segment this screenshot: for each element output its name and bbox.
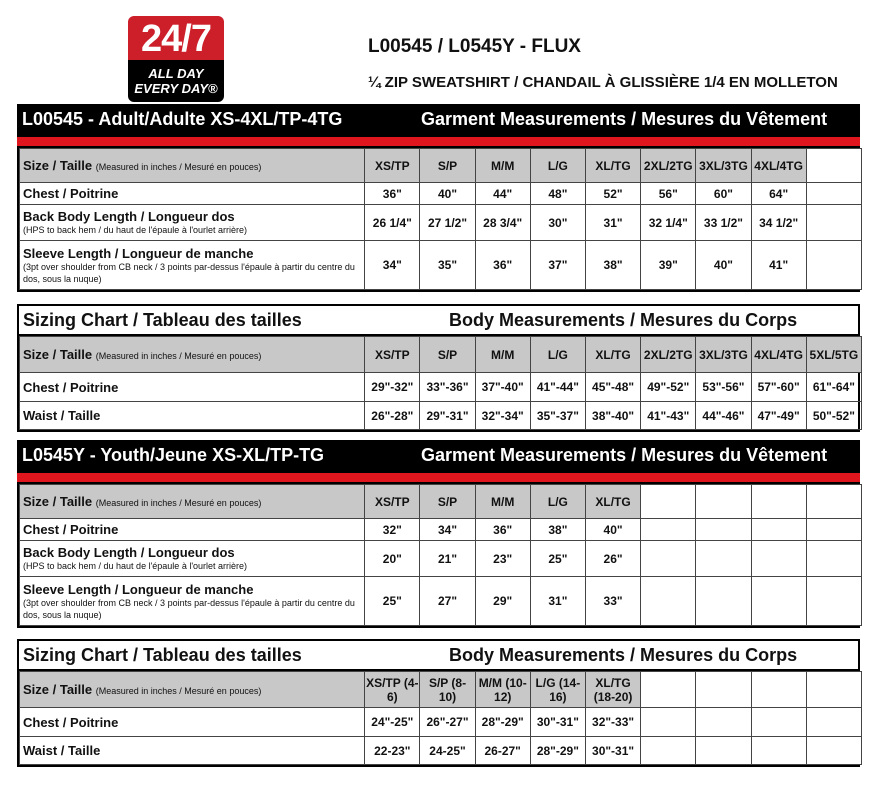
table-cell: 26-27" bbox=[475, 737, 530, 765]
row-label bbox=[20, 485, 365, 519]
table-cell: 34 1/2" bbox=[751, 205, 806, 241]
table-cell: 27 1/2" bbox=[420, 205, 475, 241]
table-cell: 34" bbox=[420, 519, 475, 541]
row-label-text: Size / Taille bbox=[23, 347, 93, 362]
table-cell: 30"-31" bbox=[530, 708, 585, 737]
table-cell bbox=[806, 183, 861, 205]
red-stripe bbox=[17, 473, 860, 482]
row-label-text: Sleeve Length / Longueur de manche bbox=[23, 581, 254, 597]
row-label bbox=[20, 519, 365, 541]
table-cell bbox=[696, 672, 751, 708]
table-cell: 20" bbox=[365, 541, 420, 577]
table-cell: 27" bbox=[420, 577, 475, 626]
section-subtitle: Body Measurements / Mesures du Corps bbox=[449, 645, 798, 665]
table-cell: 21" bbox=[420, 541, 475, 577]
table-cell: 31" bbox=[585, 205, 640, 241]
row-label-text: Waist / Taille bbox=[23, 408, 101, 423]
table-row bbox=[20, 485, 862, 519]
table-cell: 38"-40" bbox=[585, 402, 640, 430]
table-cell: 40" bbox=[585, 519, 640, 541]
table-cell: M/M bbox=[475, 337, 530, 373]
row-label-text: Size / Taille bbox=[23, 158, 93, 173]
logo-tagline bbox=[128, 60, 224, 102]
table-cell: 31" bbox=[530, 577, 585, 626]
table-cell: 4XL/4TG bbox=[751, 337, 806, 373]
table-cell: 36" bbox=[475, 519, 530, 541]
section-header bbox=[17, 440, 860, 473]
row-label-note: (Measured in inches / Mesuré en pouces) bbox=[95, 498, 262, 508]
table-cell: 36" bbox=[475, 241, 530, 290]
table-cell bbox=[641, 541, 696, 577]
table-cell: 33"-36" bbox=[420, 373, 475, 402]
table-cell: 26"-28" bbox=[365, 402, 420, 430]
red-stripe bbox=[17, 137, 860, 146]
table-cell bbox=[806, 672, 861, 708]
table-cell bbox=[751, 708, 806, 737]
table-cell: 52" bbox=[585, 183, 640, 205]
table-cell: 2XL/2TG bbox=[641, 149, 696, 183]
row-label bbox=[20, 241, 365, 290]
table-cell: 26"-27" bbox=[420, 708, 475, 737]
row-label bbox=[20, 149, 365, 183]
table-cell: XS/TP bbox=[365, 337, 420, 373]
table-cell: 40" bbox=[420, 183, 475, 205]
table-cell: L/G bbox=[530, 485, 585, 519]
table-cell: 32"-34" bbox=[475, 402, 530, 430]
table-cell: 25" bbox=[365, 577, 420, 626]
table-cell: 37"-40" bbox=[475, 373, 530, 402]
brand-logo bbox=[128, 16, 224, 102]
table-cell bbox=[641, 672, 696, 708]
table-cell: 53"-56" bbox=[696, 373, 751, 402]
table-cell: 5XL/5TG bbox=[806, 337, 861, 373]
table-cell: 39" bbox=[641, 241, 696, 290]
table-cell bbox=[806, 241, 861, 290]
row-label-text: Size / Taille bbox=[23, 494, 93, 509]
table-cell bbox=[806, 149, 861, 183]
table-cell: 40" bbox=[696, 241, 751, 290]
table-row bbox=[20, 402, 862, 430]
table-cell: 29" bbox=[475, 577, 530, 626]
table-row bbox=[20, 672, 862, 708]
table-cell: 41"-43" bbox=[641, 402, 696, 430]
table-cell: XL/TG bbox=[585, 337, 640, 373]
table-row bbox=[20, 337, 862, 373]
table-cell: 29"-31" bbox=[420, 402, 475, 430]
table-cell: 35" bbox=[420, 241, 475, 290]
logo-line1: ALL DAY bbox=[148, 66, 204, 81]
table-row bbox=[20, 205, 862, 241]
row-label-text: Size / Taille bbox=[23, 682, 93, 697]
page-title: L00545 / L0545Y - FLUX bbox=[368, 36, 581, 57]
measurement-table bbox=[19, 148, 862, 290]
table-cell: 26 1/4" bbox=[365, 205, 420, 241]
section-title: L00545 - Adult/Adulte XS-4XL/TP-4TG bbox=[22, 109, 343, 129]
table-cell bbox=[751, 672, 806, 708]
table-cell: 33" bbox=[585, 577, 640, 626]
table-cell: 47"-49" bbox=[751, 402, 806, 430]
table-cell: 35"-37" bbox=[530, 402, 585, 430]
table-cell: 2XL/2TG bbox=[641, 337, 696, 373]
table-cell: M/M bbox=[475, 485, 530, 519]
row-label-note: (Measured in inches / Mesuré en pouces) bbox=[95, 162, 262, 172]
table-cell: 57"-60" bbox=[751, 373, 806, 402]
row-label bbox=[20, 708, 365, 737]
table-cell bbox=[806, 708, 861, 737]
section-subtitle: Garment Measurements / Mesures du Vêtement bbox=[421, 109, 828, 129]
row-label-text: Back Body Length / Longueur dos bbox=[23, 209, 235, 224]
row-label-text: Chest / Poitrine bbox=[23, 379, 119, 395]
table-cell bbox=[641, 737, 696, 765]
table-cell: 44" bbox=[475, 183, 530, 205]
measurement-table bbox=[19, 671, 862, 765]
table-cell bbox=[751, 485, 806, 519]
table-cell bbox=[696, 541, 751, 577]
row-label-note: (Measured in inches / Mesuré en pouces) bbox=[95, 686, 262, 696]
table-cell bbox=[751, 519, 806, 541]
table-cell bbox=[696, 577, 751, 626]
section-header bbox=[17, 639, 860, 669]
table-cell: S/P bbox=[420, 485, 475, 519]
table-cell: 41" bbox=[751, 241, 806, 290]
table-cell bbox=[806, 485, 861, 519]
section-subtitle: Garment Measurements / Mesures du Vêtement bbox=[421, 445, 828, 465]
table-cell: 25" bbox=[530, 541, 585, 577]
row-label bbox=[20, 402, 365, 430]
table-row bbox=[20, 708, 862, 737]
table-cell: 28"-29" bbox=[475, 708, 530, 737]
table-cell: 37" bbox=[530, 241, 585, 290]
table-cell bbox=[641, 485, 696, 519]
table-cell: 61"-64" bbox=[806, 373, 861, 402]
table-cell: 56" bbox=[641, 183, 696, 205]
page-subtitle: ¼ ZIP SWEATSHIRT / CHANDAIL À GLISSIÈRE 1/4 EN MOLLETON bbox=[368, 74, 838, 91]
table-cell: XL/TG (18-20) bbox=[585, 672, 640, 708]
table-row bbox=[20, 183, 862, 205]
table-cell: L/G bbox=[530, 337, 585, 373]
row-label-text: Waist / Taille bbox=[23, 743, 101, 758]
table-cell bbox=[751, 577, 806, 626]
table-cell: 30" bbox=[530, 205, 585, 241]
table-cell: S/P bbox=[420, 149, 475, 183]
table-cell bbox=[696, 519, 751, 541]
table-cell: 32 1/4" bbox=[641, 205, 696, 241]
table-cell: 28 3/4" bbox=[475, 205, 530, 241]
table-cell: 26" bbox=[585, 541, 640, 577]
row-label-text: Back Body Length / Longueur dos bbox=[23, 545, 235, 560]
row-label-text: Chest / Poitrine bbox=[23, 522, 119, 537]
row-label bbox=[20, 541, 365, 577]
table-cell: XL/TG bbox=[585, 149, 640, 183]
measurement-table bbox=[19, 484, 862, 626]
table-cell bbox=[751, 541, 806, 577]
table-cell: XS/TP bbox=[365, 485, 420, 519]
table-cell: 33 1/2" bbox=[696, 205, 751, 241]
table-cell: 49"-52" bbox=[641, 373, 696, 402]
row-label-note: (HPS to back hem / du haut de l'épaule à l'ourlet arrière) bbox=[23, 225, 248, 235]
table-cell: 64" bbox=[751, 183, 806, 205]
table-cell: 38" bbox=[585, 241, 640, 290]
table-cell: 32"-33" bbox=[585, 708, 640, 737]
row-label-note: (HPS to back hem / du haut de l'épaule à l'ourlet arrière) bbox=[23, 561, 248, 571]
row-label bbox=[20, 577, 365, 626]
table-row bbox=[20, 519, 862, 541]
table-cell: 44"-46" bbox=[696, 402, 751, 430]
table-cell: S/P bbox=[420, 337, 475, 373]
table-cell bbox=[696, 737, 751, 765]
logo-line2: EVERY DAY® bbox=[134, 81, 218, 96]
table-row bbox=[20, 577, 862, 626]
table-cell: XS/TP bbox=[365, 149, 420, 183]
row-label-text: Chest / Poitrine bbox=[23, 186, 119, 201]
row-label bbox=[20, 205, 365, 241]
row-label bbox=[20, 737, 365, 765]
adult-garment-section bbox=[17, 104, 860, 292]
table-row bbox=[20, 373, 862, 402]
table-cell: 22-23" bbox=[365, 737, 420, 765]
logo-number: 24/7 bbox=[128, 16, 224, 60]
measurement-table bbox=[19, 336, 862, 430]
row-label-note: (Measured in inches / Mesuré en pouces) bbox=[95, 351, 262, 361]
table-cell: 24"-25" bbox=[365, 708, 420, 737]
table-cell bbox=[641, 577, 696, 626]
table-cell bbox=[806, 519, 861, 541]
table-cell bbox=[696, 708, 751, 737]
table-cell: 45"-48" bbox=[585, 373, 640, 402]
table-row bbox=[20, 541, 862, 577]
table-cell bbox=[806, 205, 861, 241]
table-cell: 32" bbox=[365, 519, 420, 541]
table-cell: 48" bbox=[530, 183, 585, 205]
table-cell: 3XL/3TG bbox=[696, 149, 751, 183]
section-title: L0545Y - Youth/Jeune XS-XL/TP-TG bbox=[22, 445, 325, 465]
row-label-text: Chest / Poitrine bbox=[23, 714, 119, 730]
table-cell: S/P (8-10) bbox=[420, 672, 475, 708]
table-cell bbox=[806, 541, 861, 577]
table-row bbox=[20, 737, 862, 765]
table-cell: 3XL/3TG bbox=[696, 337, 751, 373]
table-cell: 41"-44" bbox=[530, 373, 585, 402]
table-cell bbox=[641, 519, 696, 541]
table-cell bbox=[696, 485, 751, 519]
section-header bbox=[17, 304, 860, 334]
table-cell: 60" bbox=[696, 183, 751, 205]
table-cell bbox=[806, 577, 861, 626]
table-cell: 50"-52" bbox=[806, 402, 861, 430]
table-row bbox=[20, 241, 862, 290]
section-header bbox=[17, 104, 860, 137]
row-label bbox=[20, 337, 365, 373]
table-cell: 29"-32" bbox=[365, 373, 420, 402]
row-label-note: (3pt over shoulder from CB neck / 3 points par-dessus l'épaule à partir du centre du dos, sous la nuque) bbox=[23, 597, 355, 620]
section-subtitle: Body Measurements / Mesures du Corps bbox=[449, 310, 798, 330]
table-cell: 30"-31" bbox=[585, 737, 640, 765]
table-cell: M/M bbox=[475, 149, 530, 183]
table-cell bbox=[641, 708, 696, 737]
table-row bbox=[20, 149, 862, 183]
row-label bbox=[20, 373, 365, 402]
section-title: Sizing Chart / Tableau des tailles bbox=[23, 310, 302, 330]
adult-body-section bbox=[17, 304, 860, 432]
table-cell bbox=[751, 737, 806, 765]
table-cell: 28"-29" bbox=[530, 737, 585, 765]
table-cell: 24-25" bbox=[420, 737, 475, 765]
table-cell: 23" bbox=[475, 541, 530, 577]
table-cell bbox=[806, 737, 861, 765]
table-cell: L/G bbox=[530, 149, 585, 183]
table-cell: 34" bbox=[365, 241, 420, 290]
table-cell: XL/TG bbox=[585, 485, 640, 519]
table-cell: 38" bbox=[530, 519, 585, 541]
row-label-text: Sleeve Length / Longueur de manche bbox=[23, 245, 254, 261]
table-cell: M/M (10-12) bbox=[475, 672, 530, 708]
youth-body-section bbox=[17, 639, 860, 767]
youth-garment-section bbox=[17, 440, 860, 628]
table-cell: L/G (14-16) bbox=[530, 672, 585, 708]
table-cell: 4XL/4TG bbox=[751, 149, 806, 183]
section-title: Sizing Chart / Tableau des tailles bbox=[23, 645, 302, 665]
row-label-note: (3pt over shoulder from CB neck / 3 points par-dessus l'épaule à partir du centre du dos, sous la nuque) bbox=[23, 261, 355, 284]
row-label bbox=[20, 183, 365, 205]
table-cell: 36" bbox=[365, 183, 420, 205]
table-cell: XS/TP (4-6) bbox=[365, 672, 420, 708]
row-label bbox=[20, 672, 365, 708]
